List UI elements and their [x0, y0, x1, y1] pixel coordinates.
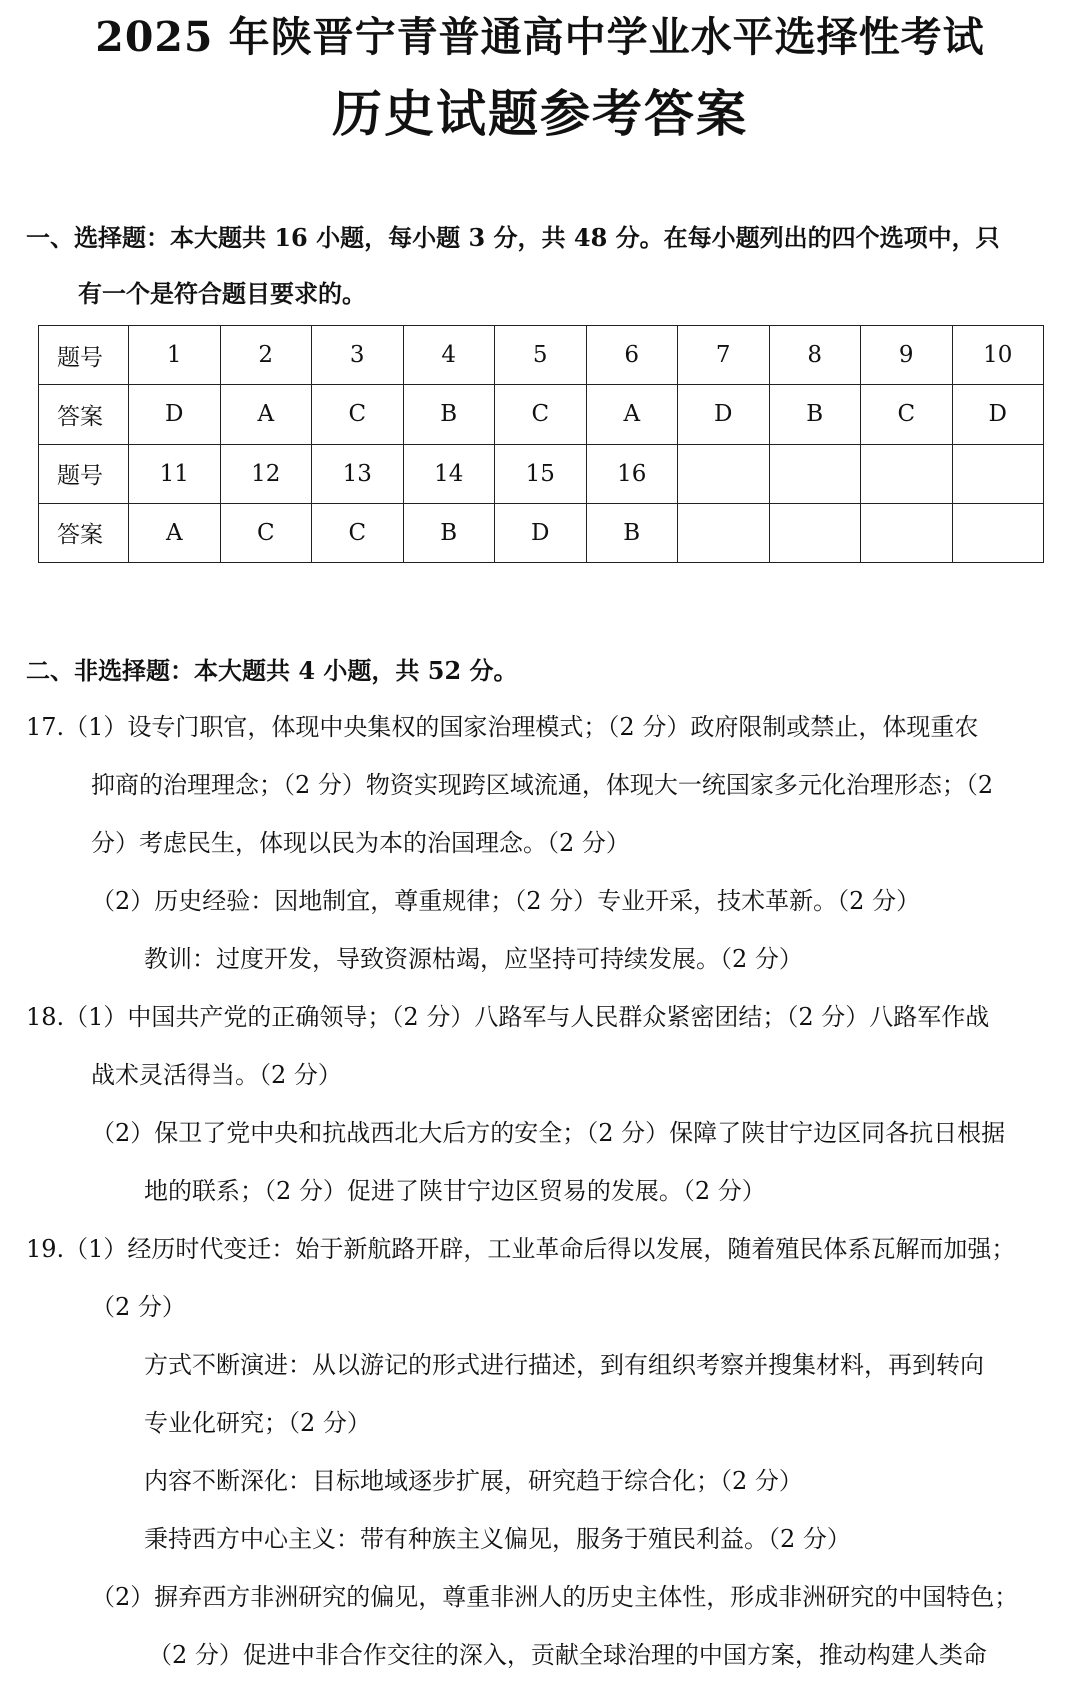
question-number-cell: 6	[586, 326, 678, 385]
answer-line-q18-1-cont: 战术灵活得当。（2 分）	[91, 1061, 342, 1089]
section2-heading: 二、非选择题：本大题共 4 小题，共 52 分。	[26, 656, 518, 685]
row-label: 题号	[39, 326, 129, 385]
answer-cell: B	[769, 385, 861, 444]
answer-line-q19-method: 方式不断演进：从以游记的形式进行描述，到有组织考察并搜集材料，再到转向	[144, 1351, 984, 1379]
question-number-cell: 5	[495, 326, 587, 385]
question-number-cell: 11	[129, 444, 221, 503]
answer-line-q17-2-lesson: 教训：过度开发，导致资源枯竭，应坚持可持续发展。（2 分）	[144, 945, 803, 973]
question-number-cell: 8	[769, 326, 861, 385]
answer-cell: C	[312, 503, 404, 562]
answer-line-q19-2-cont: （2 分）促进中非合作交往的深入，贡献全球治理的中国方案，推动构建人类命	[148, 1641, 987, 1669]
question-number-cell: 2	[220, 326, 312, 385]
answer-cell: A	[129, 503, 221, 562]
answer-line-q17-1-end: 分）考虑民生，体现以民为本的治国理念。（2 分）	[91, 829, 630, 857]
answer-line-q19-western: 秉持西方中心主义：带有种族主义偏见，服务于殖民利益。（2 分）	[144, 1525, 851, 1553]
question-number-cell: 9	[861, 326, 953, 385]
answer-cell: B	[403, 503, 495, 562]
question-number-cell: 3	[312, 326, 404, 385]
answer-line-q19-method-cont: 专业化研究；（2 分）	[144, 1409, 371, 1437]
table-row	[39, 326, 1044, 385]
empty-cell	[861, 503, 953, 562]
answer-line-q17-1-cont: 抑商的治理理念；（2 分）物资实现跨区域流通，体现大一统国家多元化治理形态；（2	[91, 771, 994, 799]
answer-cell: B	[586, 503, 678, 562]
answer-line-q17-1: 17.（1）设专门职官，体现中央集权的国家治理模式；（2 分）政府限制或禁止，体现重农	[26, 713, 979, 741]
answer-cell: C	[312, 385, 404, 444]
section1-heading-line2: 有一个是符合题目要求的。	[78, 279, 366, 308]
empty-cell	[678, 444, 770, 503]
exam-title: 2025 年陕晋宁青普通高中学业水平选择性考试	[95, 13, 985, 61]
question-number-cell: 1	[129, 326, 221, 385]
question-number-cell: 13	[312, 444, 404, 503]
empty-cell	[952, 444, 1044, 503]
question-number-cell: 15	[495, 444, 587, 503]
question-number-cell: 4	[403, 326, 495, 385]
empty-cell	[769, 503, 861, 562]
question-number-cell: 14	[403, 444, 495, 503]
answer-cell: D	[129, 385, 221, 444]
answer-line-q18-2: （2）保卫了党中央和抗战西北大后方的安全；（2 分）保障了陕甘宁边区同各抗日根据	[91, 1119, 1006, 1147]
question-number-cell: 12	[220, 444, 312, 503]
answer-cell: C	[495, 385, 587, 444]
table-row	[39, 503, 1044, 562]
table-row	[39, 444, 1044, 503]
document-subtitle: 历史试题参考答案	[332, 84, 748, 143]
answer-cell: C	[861, 385, 953, 444]
answer-cell: A	[586, 385, 678, 444]
answer-table	[38, 325, 1044, 563]
answer-cell: C	[220, 503, 312, 562]
row-label: 题号	[39, 444, 129, 503]
answer-line-q19-2: （2）摒弃西方非洲研究的偏见，尊重非洲人的历史主体性，形成非洲研究的中国特色；	[91, 1583, 1019, 1611]
empty-cell	[952, 503, 1044, 562]
row-label: 答案	[39, 503, 129, 562]
empty-cell	[678, 503, 770, 562]
answer-cell: D	[678, 385, 770, 444]
table-row	[39, 385, 1044, 444]
answer-cell: A	[220, 385, 312, 444]
answer-line-q18-1: 18.（1）中国共产党的正确领导；（2 分）八路军与人民群众紧密团结；（2 分）八路军作战	[26, 1003, 990, 1031]
answer-line-q19-content: 内容不断深化：目标地域逐步扩展，研究趋于综合化；（2 分）	[144, 1467, 803, 1495]
answer-line-q17-2: （2）历史经验：因地制宜，尊重规律；（2 分）专业开采，技术革新。（2 分）	[91, 887, 921, 915]
question-number-cell: 7	[678, 326, 770, 385]
question-number-cell: 16	[586, 444, 678, 503]
answer-line-q18-2-cont: 地的联系；（2 分）促进了陕甘宁边区贸易的发展。（2 分）	[144, 1177, 766, 1205]
answer-cell: B	[403, 385, 495, 444]
question-number-cell: 10	[952, 326, 1044, 385]
answer-line-q19-1-score: （2 分）	[91, 1293, 186, 1321]
answer-line-q19-1: 19.（1）经历时代变迁：始于新航路开辟，工业革命后得以发展，随着殖民体系瓦解而加强；	[26, 1235, 1016, 1263]
empty-cell	[861, 444, 953, 503]
empty-cell	[769, 444, 861, 503]
answer-cell: D	[952, 385, 1044, 444]
row-label: 答案	[39, 385, 129, 444]
section1-heading-line1: 一、选择题：本大题共 16 小题，每小题 3 分，共 48 分。在每小题列出的四个选项中，只	[26, 223, 1000, 252]
answer-cell: D	[495, 503, 587, 562]
